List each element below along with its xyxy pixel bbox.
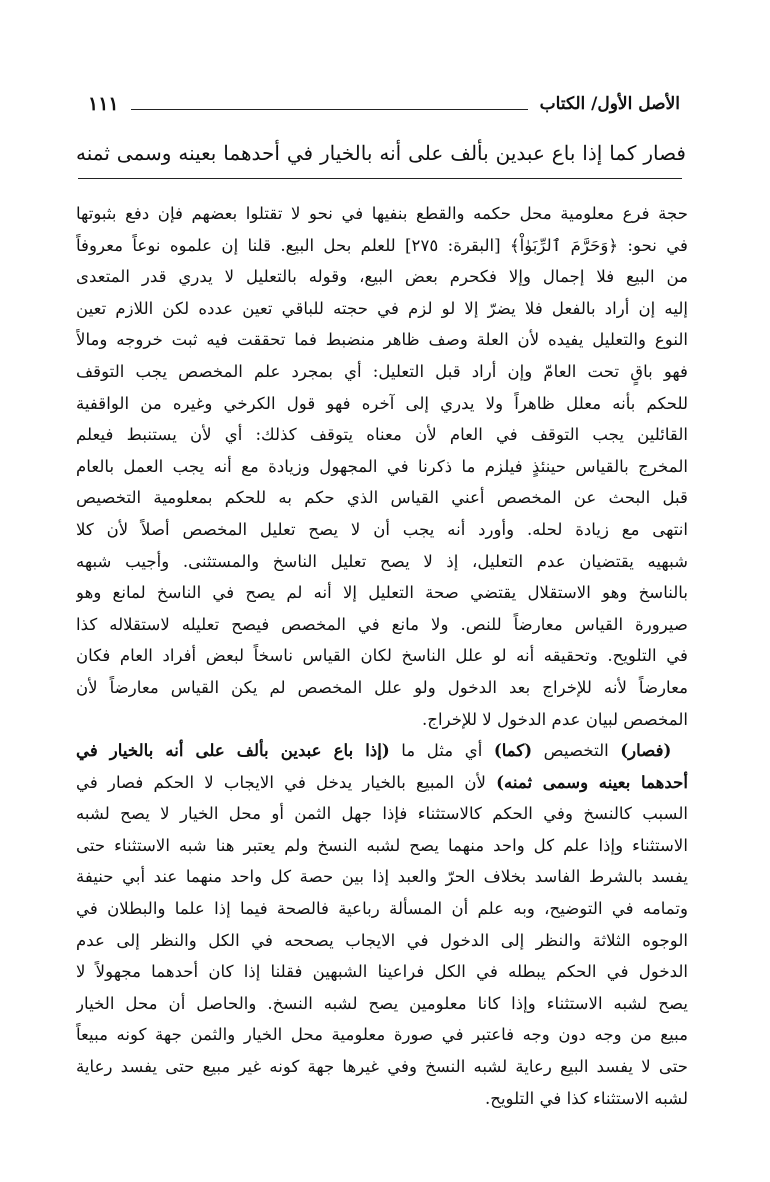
text-run: التخصيص xyxy=(532,741,621,761)
text-line: فهو باقٍ تحت العامّ وإن أراد قبل التعليل: أي بمجرد علم المخصص يجب التوقف xyxy=(76,361,688,381)
text-line: انتهى مع زيادة لحله. وأورد أنه يجب أن لا يصح تعليل المخصص أصلاً لأن كلا xyxy=(76,519,688,539)
text-line: مبيع من وجه دون وجه فاعتبر في صورة معلومية محل الخيار والثمن جهة كونه مبيعاً xyxy=(76,1025,688,1045)
quoted-matn: (كما) xyxy=(493,740,533,761)
page-number: ١١١ xyxy=(88,93,119,115)
quoted-matn: (إذا باع عبدين بألف على أنه بالخيار في xyxy=(76,740,390,761)
text-line: حجة فرع معلومية محل حكمه والقطع بنفيها في نحو لا تقتلوا بعضهم فإن دفع بثبوتها xyxy=(76,204,688,223)
text-line: لشبه الاستثناء كذا في التلويح. xyxy=(484,1088,688,1108)
text-run: أي مثل ما xyxy=(389,741,494,761)
commentary-paragraph-1 xyxy=(76,198,688,735)
text-line: في التلويح. وتحقيقه أنه لو علل الناسخ لكان القياس ناسخاً لبعض أفراد العام فكان xyxy=(76,646,688,666)
text-line xyxy=(76,735,688,767)
text-line: الوجوه الثلاثة والنظر إلى الدخول في الايجاب يصححه في الكل والنظر إلى عدم xyxy=(76,930,688,950)
text-line: الاستثناء وإذا علم كل واحد منهما يصح لشبه النسخ ولم يعتبر هنا شبه الاستثناء حتى xyxy=(76,835,688,855)
text-line: وتمامه في التوضيح، وبه علم أن المسألة رباعية فالصحة فيما إذا علما والبطلان في xyxy=(76,899,688,919)
text-line: بالناسخ وهو الاستقلال يقتضي صحة التعليل إلا أنه لم يصح في الناسخ لمانع وهو xyxy=(76,583,688,603)
text-line: الدخول في الحكم يبطله في الكل فراعينا الشبهين فقلنا إذا كان أحدهما مجهولاً لا xyxy=(76,962,688,982)
main-text-separator xyxy=(78,178,682,179)
text-line: القائلين يجب التوقف في العام لأن معناه يتوقف كذلك: أي لأن يستنبط فيعلم xyxy=(76,425,688,445)
text-line: يصح لشبه الاستثناء وإذا كانا معلومين يصح لشبه النسخ. والحاصل أن محل الخيار xyxy=(76,993,688,1013)
text-line: شبهيه يقتضيان عدم التعليل، إذ لا يصح تعليل الناسخ والمستثنى. وأجيب شبهه xyxy=(76,551,688,571)
text-line: للحكم بأنه معلل ظاهراً ولا يدري إلى آخره فهو قول الكرخي وغيره من الواقفية xyxy=(76,393,688,413)
text-line: المخرج بالقياس حينئذٍ فيلزم ما ذكرنا في المجهول وزيادة مع أنه يجب العمل بالعام xyxy=(76,456,688,476)
header-rule xyxy=(131,109,528,110)
text-line: المخصص لبيان عدم الدخول لا للإخراج. xyxy=(422,709,688,729)
commentary-paragraph-2 xyxy=(76,735,688,1114)
chapter-title: الأصل الأول/ الكتاب xyxy=(539,94,680,114)
text-line: حتى لا يفسد البيع رعاية لشبه النسخ وفي غيرها جهة كونه غير مبيع حتى يفسد رعاية xyxy=(76,1057,688,1077)
text-line: يفسد بالشرط الفاسد بخلاف الحرّ والعبد إذا بين حصة كل واحد منهما عند أبي حنيفة xyxy=(76,867,688,887)
text-line: النوع والتعليل يفيده لأن العلة وصف ظاهر منضبط فما تحققت فيه ثبت خروجه ومالاً xyxy=(76,330,688,350)
text-line: إليه إن أراد بالفعل فلا يضرّ إلا لو لزم في حجته للباقي تعين عدده لكن اللازم تعين xyxy=(76,298,688,318)
quoted-matn: أحدهما بعينه وسمى ثمنه) xyxy=(496,771,688,792)
text-line: قبل البحث عن المخصص أعني القياس الذي حكم به للحكم بمعلومية التخصيص xyxy=(76,488,688,508)
text-line: من البيع فلا إجمال وإلا فكحرم بعض البيع، وقوله بالتعليل لا يدري قدر المتعدى xyxy=(76,267,688,287)
text-line: صيرورة القياس معارضاً للنص. ولا مانع في المخصص فيصح تعليله لاستقلاله كذا xyxy=(76,614,688,634)
text-run: لأن المبيع بالخيار يدخل في الايجاب لا الحكم فصار في xyxy=(76,772,497,792)
commentary xyxy=(76,198,688,1114)
text-line: في نحو: ﴿وَحَرَّمَ ٱلرِّبَوٰاْ﴾ [البقرة: ٢٧٥] للعلم بحل البيع. قلنا إن علموه نوعاً معروفاً xyxy=(76,235,688,255)
quoted-matn: (فصار) xyxy=(620,740,672,761)
running-header xyxy=(88,88,680,120)
text-line: معارضاً لأنه للإخراج بعد الدخول ولو علل المخصص لم يكن القياس معارضاً لأن xyxy=(76,677,688,697)
text-line: السبب كالنسخ وفي الحكم كالاستثناء فإذا جهل الثمن أو محل الخيار لا يصح لشبه xyxy=(76,804,688,824)
main-text: فصار كما إذا باع عبدين بألف على أنه بالخيار في أحدهما بعينه وسمى ثمنه xyxy=(76,141,686,165)
text-line xyxy=(76,767,688,799)
